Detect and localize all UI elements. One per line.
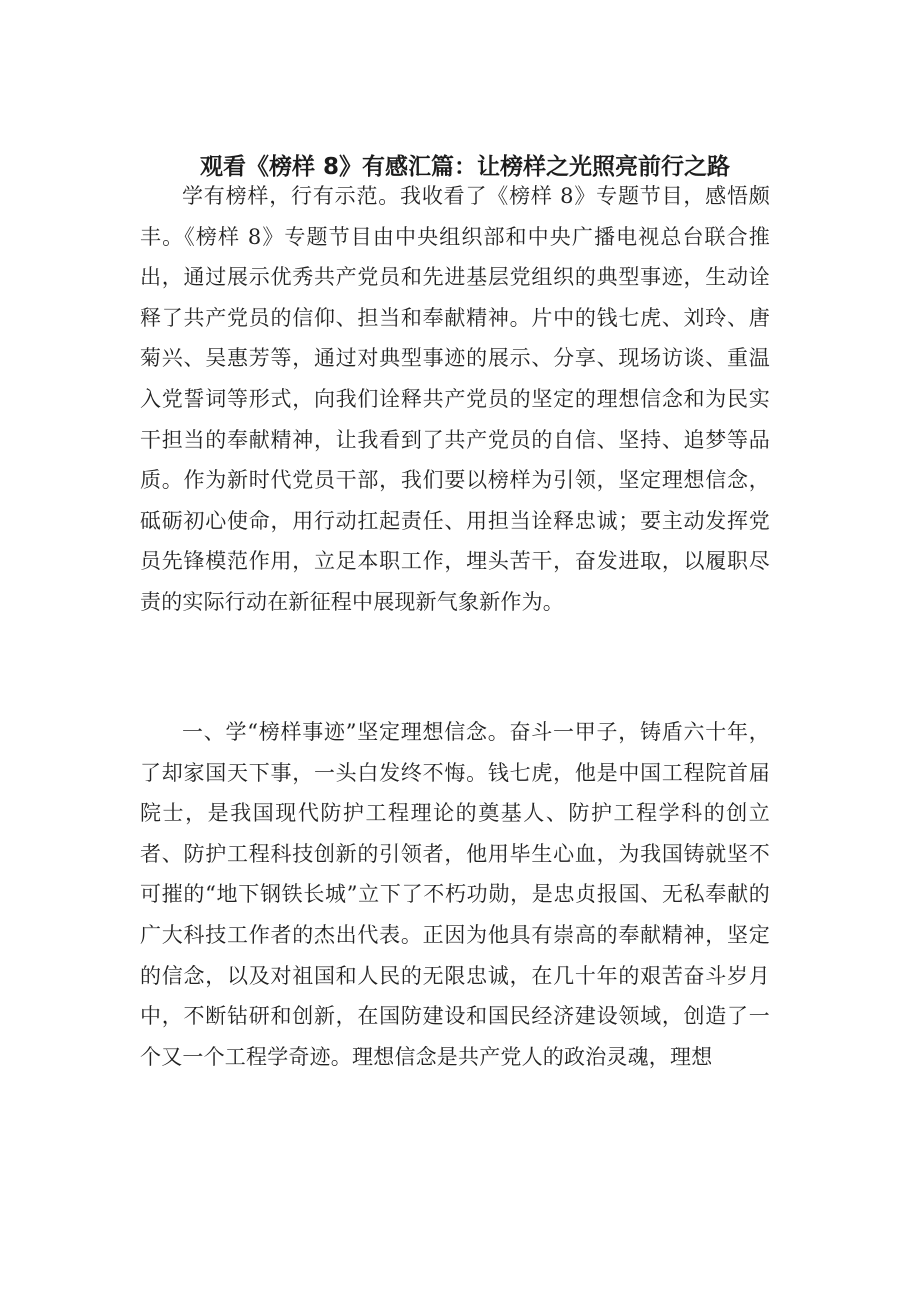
document-title: 观看《榜样 8》有感汇篇：让榜样之光照亮前行之路 <box>199 154 730 180</box>
paragraph-section-one: 一、学“榜样事迹”坚定理想信念。奋斗一甲子，铸盾六十年，了却家国天下事，一头白发终不悔。钱七虎，他是中国工程院首届院士，是我国现代防护工程理论的奠基人、防护工程学科的创立者、防护工程科技创新的引领者，他用毕生心血，为我国铸就坚不可摧的“地下钢铁长城”立下了不朽功勋，是忠贞报国、无私奉献的广大科技工作者的杰出代表。正因为他具有崇高的奉献精神，坚定的信念，以及对祖国和人民的无限忠诚，在几十年的艰苦奋斗岁月中，不断钻研和创新，在国防建设和国民经济建设领域，创造了一个又一个工程学奇迹。理想信念是共产党人的政治灵魂，理想 <box>140 720 770 1069</box>
paragraph-intro: 学有榜样，行有示范。我收看了《榜样 8》专题节目，感悟颇丰。《榜样 8》专题节目由中央组织部和中央广播电视总台联合推出，通过展示优秀共产党员和先进基层党组织的典型事迹，生动诠释了共产党员的信仰、担当和奉献精神。片中的钱七虎、刘玲、唐菊兴、吴惠芳等，通过对典型事迹的展示、分享、现场访谈、重温入党誓词等形式，向我们诠释共产党员的坚定的理想信念和为民实干担当的奉献精神，让我看到了共产党员的自信、坚持、追梦等品质。作为新时代党员干部，我们要以榜样为引领，坚定理想信念，砥砺初心使命，用行动扛起责任、用担当诠释忠诚；要主动发挥党员先锋模范作用，立足本职工作，埋头苦干，奋发进取，以履职尽责的实际行动在新征程中展现新气象新作为。 <box>140 184 770 614</box>
